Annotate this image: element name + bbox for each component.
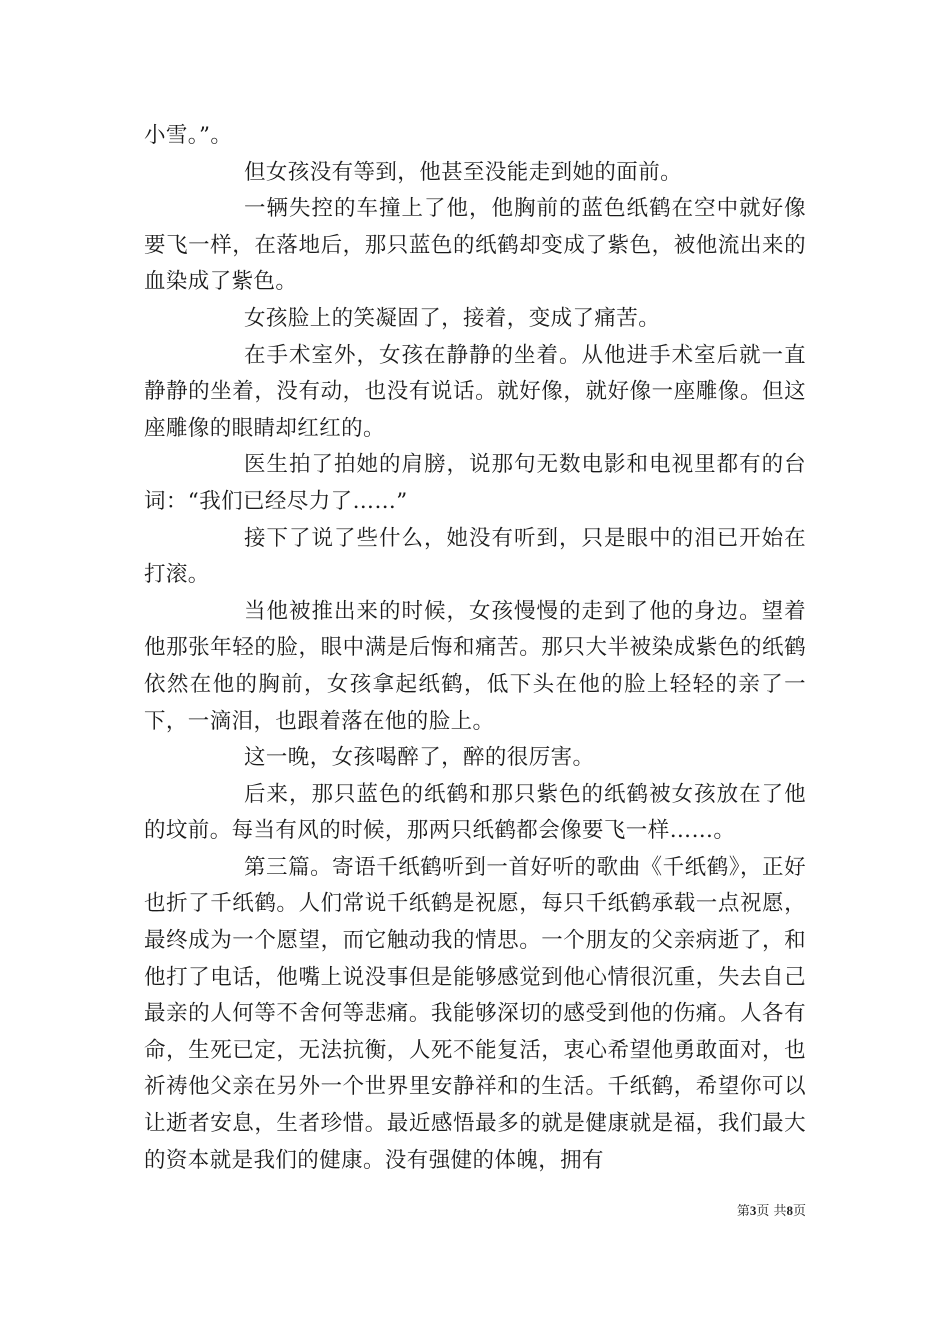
paragraph: 小雪。”。 xyxy=(144,123,233,148)
footer-prefix: 第 xyxy=(736,1204,750,1219)
paragraph: 第三篇。寄语千纸鹤听到一首好听的歌曲《千纸鹤》，正好也折了千纸鹤。人们常说千纸鹤是祝愿，每只千纸鹤承载一点祝愿，最终成为一个愿望，而它触动我的情思。一个朋友的父亲病逝了，和他打了电话，他嘴上说没事但是能够感觉到他心情很沉重，失去自己最亲的人何等不舍何等悲痛。我能够深切的感受到他的伤痛。人各有命，生死已定，无法抗衡，人死不能复活，衷心希望他勇敢面对，也祈祷他父亲在另外一个世界里安静祥和的生活。千纸鹤，希望你可以让逝者安息，生者珍惜。最近感悟最多的就是健康就是福，我们最大的资本就是我们的健康。没有强健的体魄，拥有 xyxy=(144,854,806,1173)
paragraph: 女孩脸上的笑凝固了，接着，变成了痛苦。 xyxy=(244,305,661,331)
paragraph: 后来，那只蓝色的纸鹤和那只紫色的纸鹤被女孩放在了他的坟前。每当有风的时候，那两只纸鹤都会像要飞一样……。 xyxy=(144,781,806,844)
total-page-count: 8 xyxy=(786,1203,793,1218)
paragraph: 医生拍了拍她的肩膀，说那句无数电影和电视里都有的台词：“我们已经尽力了……” xyxy=(144,452,806,514)
paragraph: 一辆失控的车撞上了他，他胸前的蓝色纸鹤在空中就好像要飞一样，在落地后，那只蓝色的纸鹤却变成了紫色，被他流出来的血染成了紫色。 xyxy=(144,196,806,295)
paragraph: 但女孩没有等到，他甚至没能走到她的面前。 xyxy=(244,159,683,185)
paragraph: 在手术室外，女孩在静静的坐着。从他进手术室后就一直静静的坐着，没有动，也没有说话。就好像，就好像一座雕像。但这座雕像的眼睛却红红的。 xyxy=(144,342,806,441)
current-page-number: 3 xyxy=(749,1203,757,1218)
page-body xyxy=(144,118,806,1179)
footer-suffix: 页 xyxy=(792,1204,806,1219)
footer-middle: 页 共 xyxy=(756,1204,787,1219)
page-number-footer xyxy=(737,1200,806,1219)
paragraph: 当他被推出来的时候，女孩慢慢的走到了他的身边。望着他那张年轻的脸，眼中满是后悔和痛苦。那只大半被染成紫色的纸鹤依然在他的胸前，女孩拿起纸鹤，低下头在他的脸上轻轻的亲了一下，一滴泪，也跟着落在他的脸上。 xyxy=(144,598,806,734)
paragraph: 接下了说了些什么，她没有听到，只是眼中的泪已开始在打滚。 xyxy=(144,525,806,588)
paragraph: 这一晚，女孩喝醉了，醉的很厉害。 xyxy=(244,745,595,771)
